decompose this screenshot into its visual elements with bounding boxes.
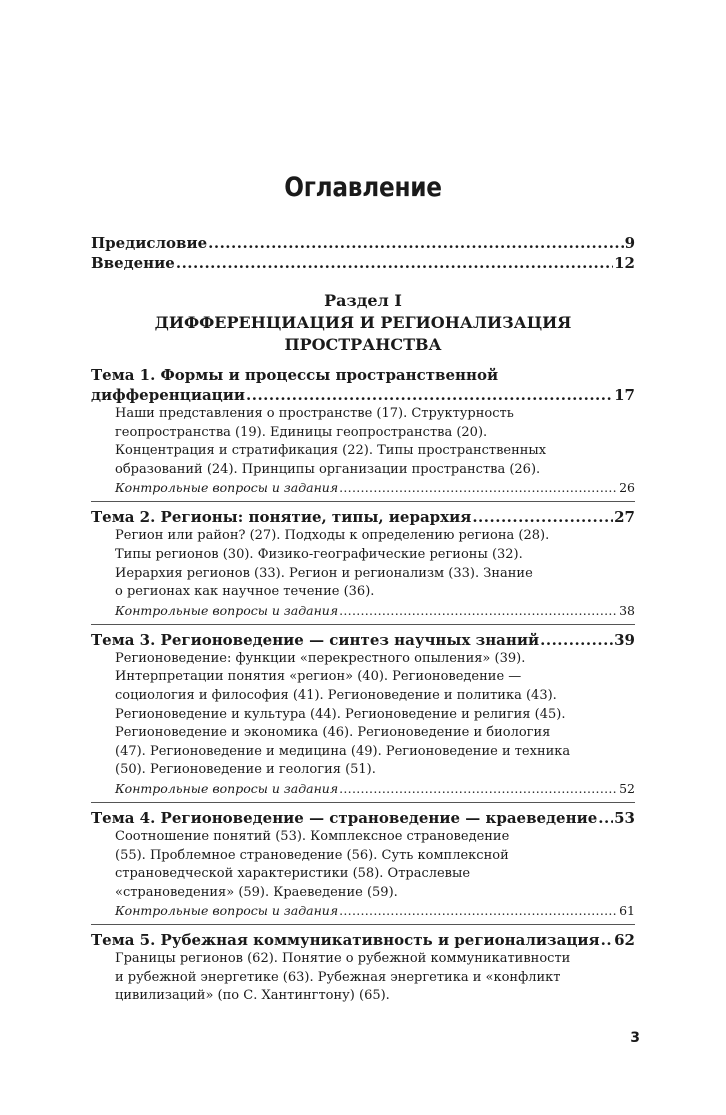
- topic-body: [91, 950, 635, 1006]
- control-questions-label: Контрольные вопросы и задания: [115, 480, 339, 496]
- control-questions-entry[interactable]: [115, 602, 635, 620]
- topic-title: Тема 5. Рубежная коммуникативность и регионализация: [91, 931, 600, 950]
- topic-title-line2-row: [91, 385, 635, 405]
- control-questions-page: 38: [619, 602, 635, 618]
- topic-heading[interactable]: [91, 366, 635, 405]
- divider: [91, 924, 635, 925]
- leader-dots: [540, 630, 613, 650]
- control-questions-page: 52: [619, 780, 635, 796]
- leader-dots: [246, 385, 613, 405]
- topic-5: [91, 930, 635, 1006]
- leader-dots: [472, 507, 613, 527]
- divider: [91, 501, 635, 502]
- topic-title-row: [91, 630, 635, 650]
- toc-entry-label: Введение: [91, 254, 175, 272]
- leader-dots: [339, 602, 618, 620]
- topic-heading[interactable]: [91, 930, 635, 950]
- leader-dots: [598, 808, 613, 828]
- toc-entry-label: Предисловие: [91, 234, 208, 252]
- page-title: Оглавление: [284, 172, 442, 203]
- topic-1: [91, 366, 635, 502]
- section-title-line1: ДИФФЕРЕНЦИАЦИЯ И РЕГИОНАЛИЗАЦИЯ: [154, 313, 572, 332]
- topic-page: 62: [614, 931, 635, 950]
- topic-page: 27: [614, 508, 635, 527]
- toc-entry-introduction[interactable]: [91, 253, 635, 273]
- front-matter-list: [91, 233, 635, 273]
- leader-dots: [208, 233, 623, 253]
- topic-title-line2: дифференциации: [91, 386, 245, 404]
- toc-entry-preface[interactable]: [91, 233, 635, 253]
- topic-4: [91, 808, 635, 925]
- page-number: 3: [630, 1030, 640, 1046]
- topic-2: [91, 507, 635, 624]
- section-number: Раздел I: [324, 291, 402, 310]
- topic-description: Наши представления о пространстве (17). Структурность геопространства (19). Единицы геопространства (20). Концентрация и стратификация (22). Типы пространственных образований (24). Принципы организации пространства (26).: [115, 406, 547, 477]
- divider: [91, 802, 635, 803]
- control-questions-label: Контрольные вопросы и задания: [115, 780, 339, 796]
- leader-dots: [601, 930, 613, 950]
- topic-heading[interactable]: [91, 630, 635, 650]
- topic-description: Регион или район? (27). Подходы к определению региона (28). Типы регионов (30). Физико-географические регионы (32). Иерархия регионов (33). Регион и регионализм (33). Знание о регионах как научное течение (36).: [115, 528, 550, 600]
- leader-dots: [339, 479, 618, 497]
- leader-dots: [339, 780, 618, 798]
- control-questions-page: 26: [619, 480, 635, 496]
- topic-description: Соотношение понятий (53). Комплексное страноведение (55). Проблемное страноведение (56). Суть комплексной страноведческой характеристики (58). Отраслевые «страноведения» (59). Краеведение (59).: [115, 828, 510, 900]
- topic-page: 53: [614, 808, 635, 827]
- control-questions-entry[interactable]: [115, 479, 635, 497]
- topic-title-row: [91, 808, 635, 828]
- topic-page: 17: [614, 386, 635, 404]
- topic-title: Тема 4. Регионоведение — страноведение — краеведение: [91, 808, 598, 827]
- topic-page: 39: [614, 630, 635, 649]
- topic-description: Регионоведение: функции «перекрестного опыления» (39). Интерпретации понятия «регион» (40). Регионоведение — социология и философия (41). Регионоведение и политика (43). Регионоведение и культура (44). Регионоведение и религия (45). Регионоведение и экономика (46). Регионоведение и биология (47). Регионоведение и медицина (49). Регионоведение и техника (50). Регионоведение и геология (51).: [115, 650, 571, 778]
- toc-entry-page: 9: [624, 234, 635, 252]
- control-questions-page: 61: [619, 903, 635, 919]
- leader-dots: [176, 253, 613, 273]
- section-title-line2: ПРОСТРАНСТВА: [284, 335, 442, 354]
- topic-body: [91, 650, 635, 798]
- control-questions-label: Контрольные вопросы и задания: [115, 903, 339, 919]
- topic-body: [91, 828, 635, 920]
- control-questions-entry[interactable]: [115, 780, 635, 798]
- topic-heading[interactable]: [91, 507, 635, 527]
- toc-entry-page: 12: [614, 254, 635, 272]
- topic-body: [91, 527, 635, 619]
- leader-dots: [339, 902, 618, 920]
- topic-title: Тема 3. Регионоведение — синтез научных знаний: [91, 630, 540, 649]
- topic-title-row: [91, 930, 635, 950]
- divider: [91, 624, 635, 625]
- topic-title-row: [91, 507, 635, 527]
- topic-description: Границы регионов (62). Понятие о рубежной коммуникативности и рубежной энергетике (63). Рубежная энергетика и «конфликт цивилизаций» (по С. Хантингтону) (65).: [115, 951, 571, 1004]
- topics-list: [91, 366, 635, 1006]
- control-questions-label: Контрольные вопросы и задания: [115, 602, 339, 618]
- control-questions-entry[interactable]: [115, 902, 635, 920]
- section-heading: [91, 290, 635, 356]
- topic-title: Тема 2. Регионы: понятие, типы, иерархия: [91, 508, 472, 527]
- topic-title-line1: Тема 1. Формы и процессы пространственной: [91, 366, 499, 384]
- topic-body: [91, 405, 635, 497]
- topic-heading[interactable]: [91, 808, 635, 828]
- topic-3: [91, 630, 635, 803]
